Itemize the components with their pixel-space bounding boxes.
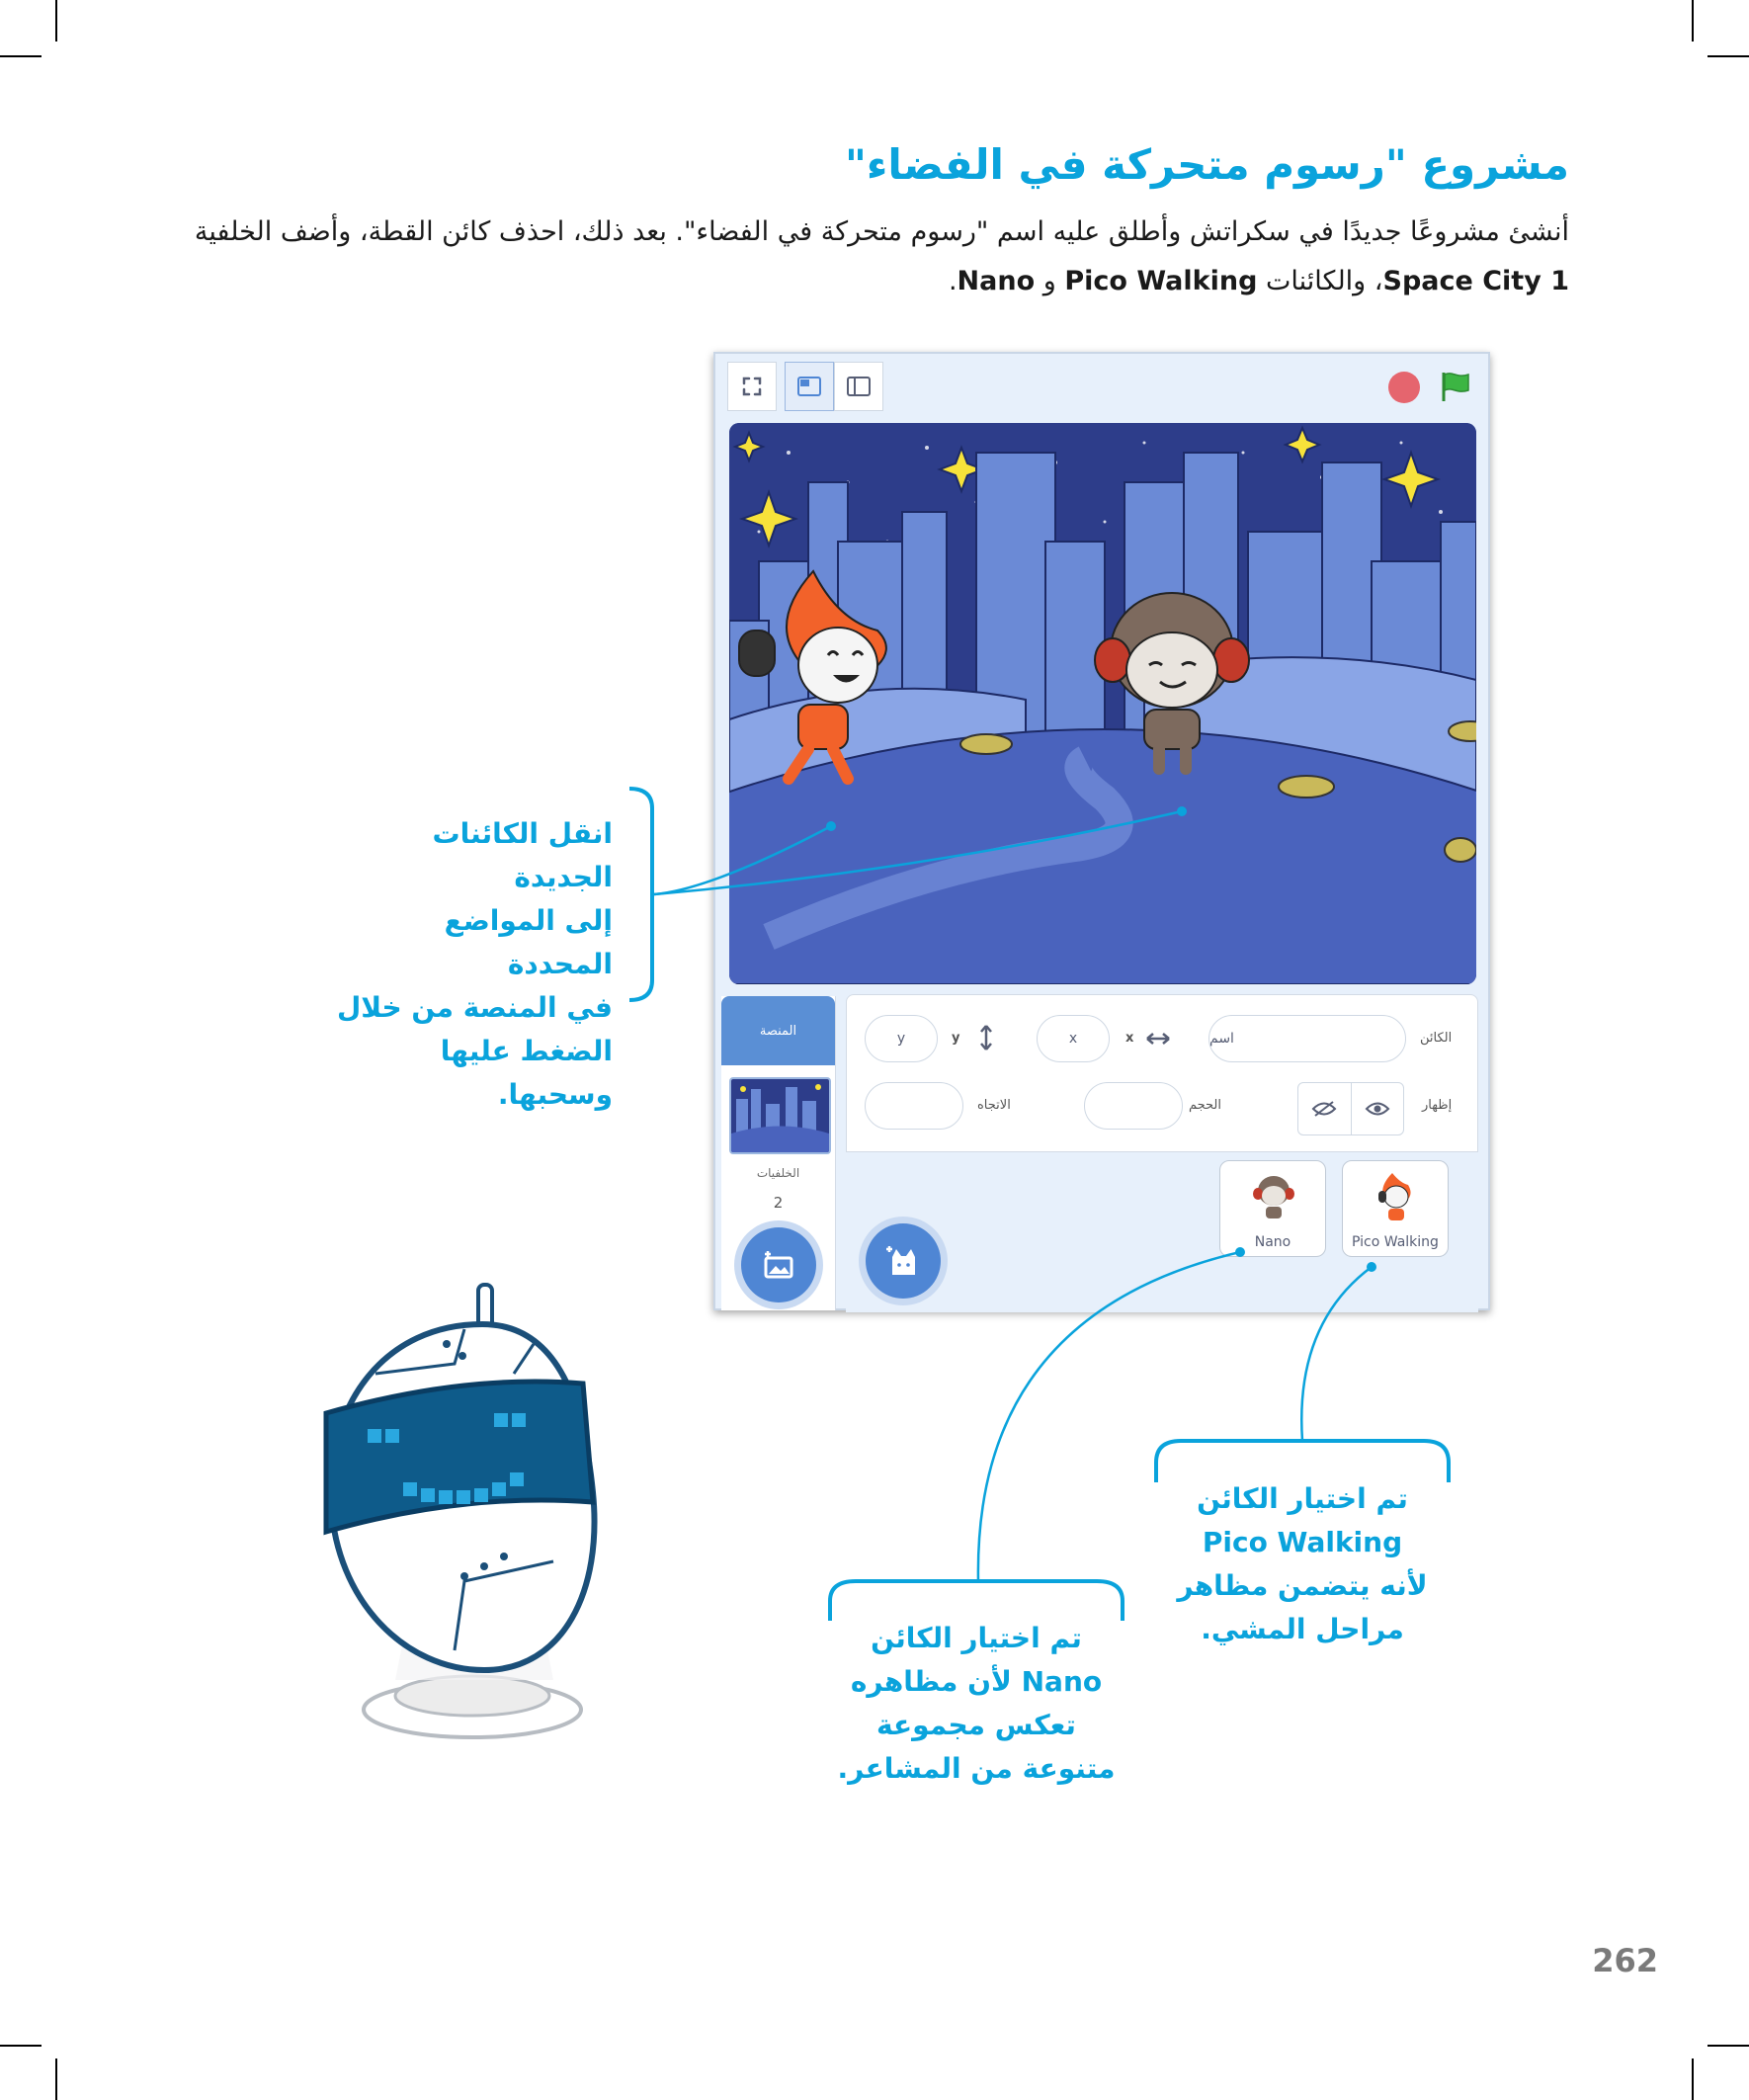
intro-and: و [1035,266,1065,296]
y-field[interactable]: y [865,1015,938,1062]
sprite-name: Pico Walking [1352,1234,1439,1250]
backdrop-name: Space City 1 [1382,266,1569,296]
robot-mascot [326,1285,595,1737]
direction-label: الاتجاه [977,1098,1011,1113]
callout-line: تعكس مجموعة [876,1709,1076,1741]
sprite-name-pico: Pico Walking [1064,266,1258,296]
size-label: الحجم [1189,1098,1222,1113]
callout-pico-reason [1156,1477,1449,1651]
intro-end: . [948,266,958,296]
page-title: مشروع "رسوم متحركة في الفضاء" [845,140,1569,189]
backdrops-label: الخلفيات [756,1166,800,1180]
callout-nano-reason [830,1617,1123,1791]
callout-line: لأنه يتضمن مظاهر [1177,1569,1428,1602]
y-label: y [952,1031,960,1046]
stage-tab[interactable]: المنصة [721,996,835,1065]
callout-line: Nano لأن مظاهره [850,1665,1103,1698]
x-label: x [1125,1031,1134,1046]
callout-line: في المنصة من خلال [336,991,613,1024]
page-number: 262 [1592,1942,1658,1979]
callout-line: مراحل المشي. [1201,1613,1404,1645]
callout-line: إلى المواضع المحددة [444,904,613,980]
sprite-name-nano: Nano [957,266,1036,296]
callout-line: متنوعة من المشاعر. [837,1752,1116,1785]
callout-line: تم اختيار الكائن [871,1622,1082,1654]
callout-line: تم اختيار الكائن [1197,1482,1408,1515]
sprite-name-field[interactable]: اسم [1208,1015,1406,1062]
show-label: إظهار [1422,1098,1453,1113]
sprite-name: Nano [1254,1234,1291,1250]
callout-line: الضغط عليها وسحبها. [440,1035,613,1111]
intro-line: أنشئ مشروعًا جديدًا في سكراتش وأطلق عليه اسم "رسوم متحركة في الفضاء". بعد ذلك، احذف كائن القطة، وأضف الخلفية [194,216,1569,247]
x-field[interactable]: x [1037,1015,1110,1062]
callout-line: Pico Walking [1202,1526,1403,1558]
backdrops-count: 2 [773,1194,784,1212]
callout-line: انقل الكائنات الجديدة [432,817,613,893]
intro-mid: ، والكائنات [1266,266,1383,296]
callout-move-sprites [336,812,613,1117]
sprite-label: الكائن [1420,1031,1453,1046]
